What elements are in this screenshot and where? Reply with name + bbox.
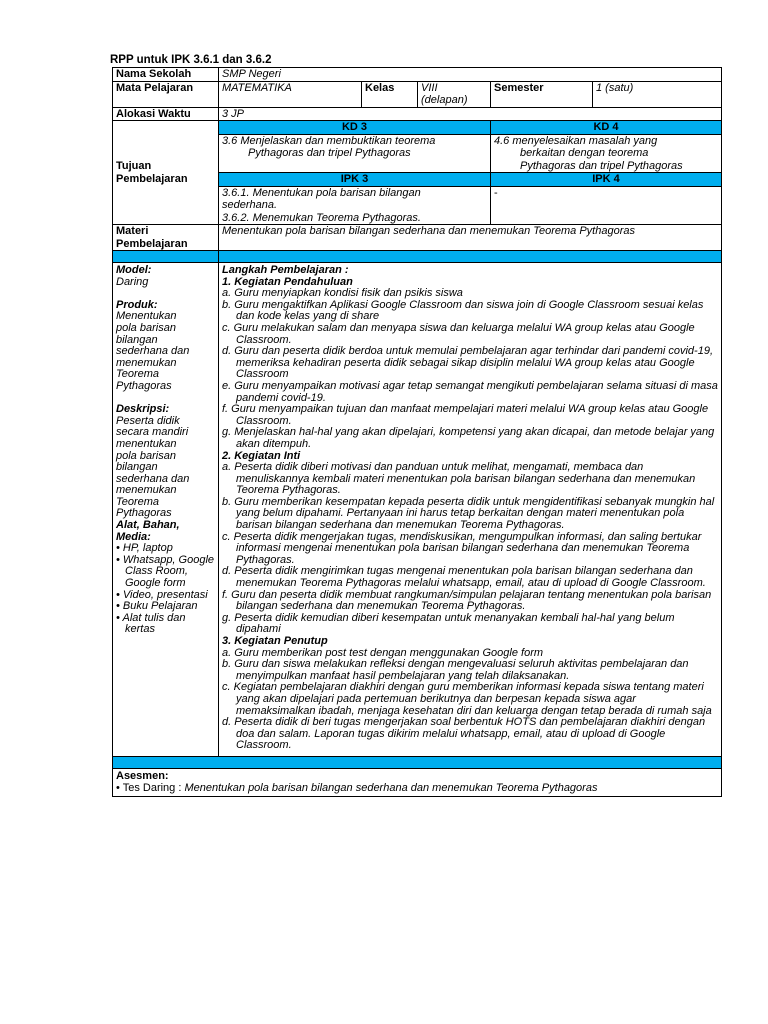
produk-line: Teorema — [116, 368, 160, 381]
kelas-value: VIII (delapan) — [418, 81, 491, 107]
kelas-label: Kelas — [362, 81, 418, 107]
deskripsi-line: bilangan — [116, 461, 158, 474]
section-heading: 1. Kegiatan Pendahuluan — [222, 275, 353, 288]
separator-bar — [113, 756, 722, 768]
ipk4-content: - — [491, 186, 722, 225]
produk-list — [116, 311, 215, 392]
step-item: a. Guru memberikan post test dengan menggunakan Google form — [222, 646, 544, 659]
deskripsi-line: Teorema — [116, 495, 160, 508]
nama-sekolah-value: SMP Negeri — [219, 68, 722, 82]
step-item: g. Menjelaskan hal-hal yang akan dipelajari, kompetensi yang akan dicapai, dan metode belajar yang akan ditempuh. — [222, 426, 715, 450]
step-item: g. Peserta didik kemudian diberi kesempatan untuk menanyakan kembali hal-hal yang belum dipahami — [222, 611, 675, 636]
step-item: a. Guru menyiapkan kondisi fisik dan psikis siswa — [222, 287, 463, 300]
rpp-table — [112, 67, 722, 797]
kd4-content — [491, 134, 722, 173]
langkah-sections — [222, 277, 718, 752]
deskripsi-line: Peserta didik — [116, 414, 180, 427]
alat-list — [116, 543, 215, 636]
materi-label: Materi Pembelajaran — [113, 225, 219, 251]
ipk3-line: sederhana. — [222, 199, 278, 211]
asesmen-value: Menentukan pola barisan bilangan sederhana dan menemukan Teorema Pythagoras — [184, 782, 598, 795]
alat-item: • Whatsapp, Google Class Room, Google form — [116, 553, 215, 590]
nama-sekolah-label: Nama Sekolah — [113, 68, 219, 82]
asesmen-label: Asesmen: — [116, 769, 169, 782]
step-item: d. Guru dan peserta didik berdoa untuk memulai pembelajaran agar terhindar dari pandemi covid-19, memeriksa kehadiran peserta didik sebagai sikap disiplin melalui WA group kelas atau Google Classroom — [222, 345, 714, 381]
langkah-title: Langkah Pembelajaran : — [222, 264, 349, 276]
step-item: f. Guru dan peserta didik membuat rangkuman/simpulan pelajaran tentang menentukan pola barisan bilangan sederhana dan menemukan Teorema Pythagoras. — [222, 588, 712, 613]
alat-label: Alat, Bahan, Media: — [116, 519, 180, 543]
step-item: d. Peserta didik di beri tugas mengerjakan soal berbentuk HOTS dan pembelajaran diakhiri dengan doa dan salam. Laporan tugas dikirim melalui whatsapp, email, atau di upload di Google Classroom. — [222, 716, 706, 752]
step-item: b. Guru memberikan kesempatan kepada peserta didik untuk mengidentifikasi sebanyak mungkin hal yang belum dipahami. Pertanyaan ini harus tetap berkaitan dengan materi menentukan pola barisan bilangan sederhana dan menemukan Teorema Pythagoras. — [222, 495, 715, 532]
kd4-line: Pythagoras dan tripel Pythagoras — [520, 159, 683, 172]
deskripsi-line: pola barisan — [116, 449, 176, 462]
model-value: Daring — [116, 275, 149, 288]
kd4-line: 4.6 menyelesaikan masalah yang — [494, 134, 658, 147]
mapel-label: Mata Pelajaran — [113, 81, 219, 107]
alat-item: • Buku Pelajaran — [116, 600, 198, 613]
step-item: f. Guru menyampaikan tujuan dan manfaat mempelajari materi melalui WA group kelas atau Google Classroom. — [222, 403, 709, 427]
left-column — [113, 263, 219, 757]
deskripsi-line: secara mandiri — [116, 426, 189, 439]
materi-value: Menentukan pola barisan bilangan sederhana dan menemukan Teorema Pythagoras — [219, 225, 722, 251]
kd4-line: berkaitan dengan teorema — [520, 147, 649, 159]
model-label: Model: — [116, 264, 152, 276]
kd3-line: 3.6 Menjelaskan dan membuktikan teorema — [222, 134, 436, 147]
ipk3-header: IPK 3 — [219, 173, 491, 187]
step-item: a. Peserta didik diberi motivasi dan panduan untuk melihat, mengamati, membaca dan menuliskannya kembali materi menentukan pola barisan bilangan sederhana dan menemukan Teorema Pythagoras. — [222, 461, 696, 497]
tujuan-label: Tujuan Pembelajaran — [113, 121, 219, 225]
deskripsi-line: menemukan — [116, 484, 177, 497]
step-item: d. Peserta didik mengirimkan tugas mengenai menentukan pola barisan bilangan sederhana dan menemukan Teorema Pythagoras melalui whatsapp, email, atau di upload di Google Classroom. — [222, 565, 706, 590]
alat-item: • Alat tulis dan kertas — [116, 611, 186, 636]
produk-line: bilangan — [116, 333, 158, 346]
section-heading: 3. Kegiatan Penutup — [222, 635, 328, 647]
kd4-header: KD 4 — [491, 121, 722, 135]
deskripsi-list — [116, 416, 215, 520]
step-item: b. Guru dan siswa melakukan refleksi dengan mengevaluasi seluruh aktivitas pembelajaran dan menyimpulkan manfaat hasil pembelajaran yang telah dilaksanakan. — [222, 658, 689, 682]
deskripsi-line: sederhana dan — [116, 472, 190, 485]
produk-line: Menentukan — [116, 310, 177, 323]
ipk3-line: 3.6.2. Menemukan Teorema Pythagoras. — [222, 211, 421, 224]
produk-line: pola barisan — [116, 321, 176, 334]
produk-line: sederhana dan — [116, 345, 190, 358]
kd3-line: Pythagoras dan tripel Pythagoras — [248, 147, 411, 159]
alokasi-value: 3 JP — [219, 107, 722, 121]
kd3-header: KD 3 — [219, 121, 491, 135]
alokasi-label: Alokasi Waktu — [113, 107, 219, 121]
step-item: c. Peserta didik mengerjakan tugas, mendiskusikan, mengumpulkan informasi, dan saling bertukar informasi mengenai menentukan pola barisan bilangan sederhana dan menemukan Teorema Pythagoras. — [222, 530, 702, 566]
langkah-column — [219, 263, 722, 757]
deskripsi-label: Deskripsi: — [116, 403, 170, 416]
alat-item: • HP, laptop — [116, 542, 173, 555]
asesmen-cell — [113, 768, 722, 796]
ipk3-content — [219, 186, 491, 225]
semester-value: 1 (satu) — [593, 81, 722, 107]
separator-bar — [113, 251, 722, 263]
produk-label: Produk: — [116, 298, 158, 311]
ipk3-line: 3.6.1. Menentukan pola barisan bilangan — [222, 186, 421, 199]
kd3-content — [219, 134, 491, 173]
deskripsi-line: Pythagoras — [116, 507, 172, 520]
asesmen-item — [116, 782, 718, 795]
document-title: RPP untuk IPK 3.6.1 dan 3.6.2 — [110, 54, 272, 66]
semester-label: Semester — [491, 81, 593, 107]
asesmen-bullet: • Tes Daring : — [116, 782, 185, 795]
deskripsi-line: menentukan — [116, 437, 177, 450]
step-item: e. Guru menyampaikan motivasi agar tetap semangat mengikuti pembelajaran selama situasi di masa pandemi covid-19. — [222, 379, 718, 404]
step-item: c. Guru melakukan salam dan menyapa siswa dan keluarga melalui WA group kelas atau Google Classroom. — [222, 321, 695, 346]
section-heading: 2. Kegiatan Inti — [222, 449, 301, 462]
alat-item: • Video, presentasi — [116, 588, 208, 601]
step-item: b. Guru mengaktifkan Aplikasi Google Classroom dan siswa join di Google Classroom sesuai kelas dan kode kelas yang di share — [222, 298, 704, 323]
ipk4-header: IPK 4 — [491, 173, 722, 187]
produk-line: Pythagoras — [116, 379, 172, 392]
step-item: c. Kegiatan pembelajaran diakhiri dengan guru memberikan informasi kepada siswa tentang materi yang akan dipelajari pada pertemuan berikutnya dan berpesan kepada siswa agar memaksimalkan ibadah, menjaga kesehatan diri dan keluarga dengan tetap berada di rumah saja — [222, 681, 712, 717]
mapel-value: MATEMATIKA — [219, 81, 362, 107]
produk-line: menemukan — [116, 356, 177, 369]
